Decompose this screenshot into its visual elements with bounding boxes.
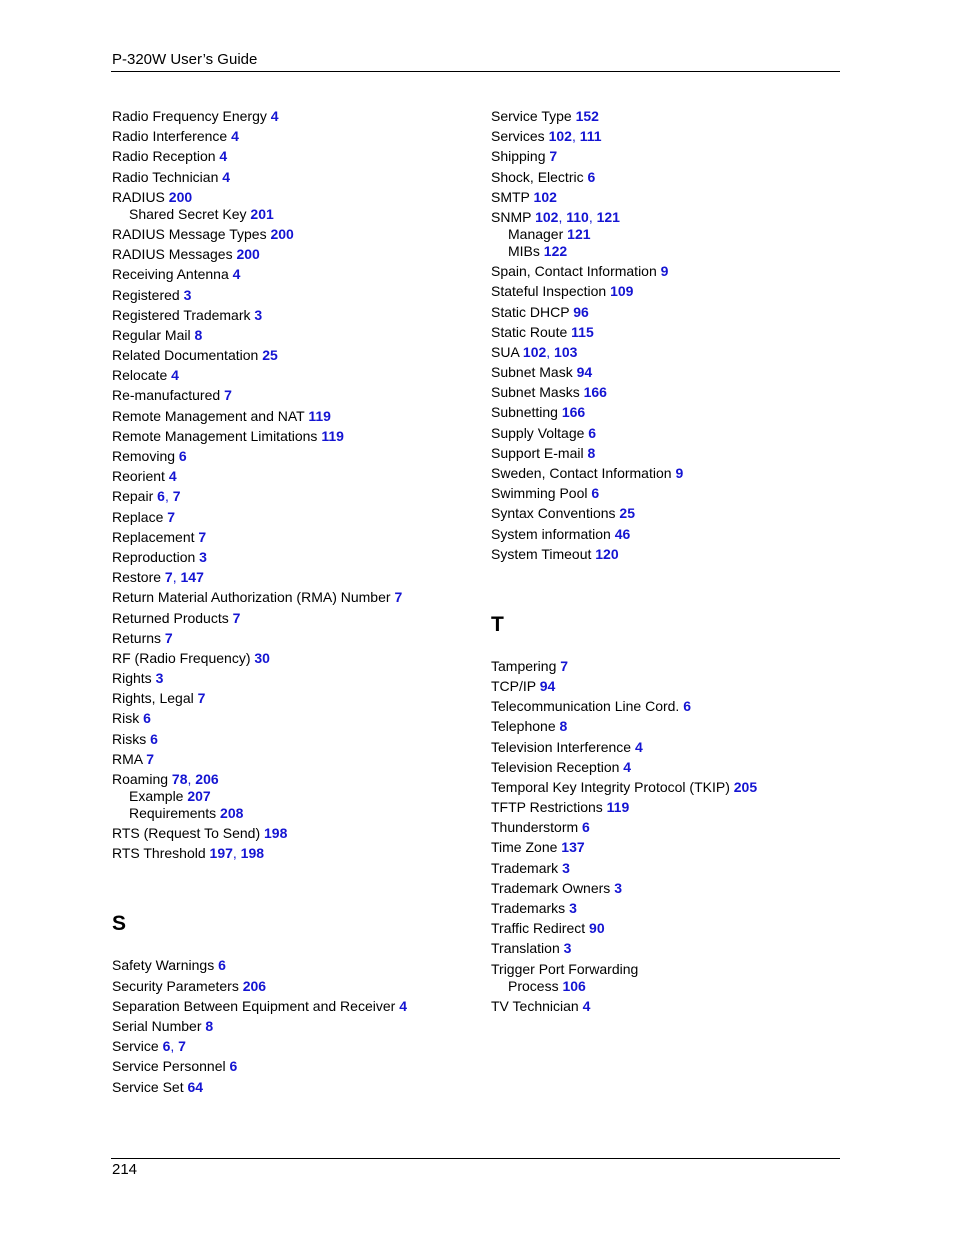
page-link[interactable]: 7: [198, 528, 207, 545]
page-link[interactable]: 6: [587, 168, 596, 185]
page-link[interactable]: 6: [218, 957, 226, 974]
page-link[interactable]: 115: [571, 323, 594, 340]
page-link[interactable]: 7: [167, 508, 176, 525]
page-link[interactable]: 7: [164, 629, 173, 646]
index-term: Trademarks: [491, 900, 566, 916]
index-entry: [112, 824, 482, 842]
index-term: Registered Trademark: [112, 306, 251, 323]
index-term: Regular Mail: [112, 326, 191, 343]
index-entry: [112, 427, 482, 445]
index-entry: [491, 282, 861, 300]
index-term: Trademark Owners: [491, 879, 611, 896]
page-link[interactable]: 4: [222, 168, 231, 185]
index-entry: [112, 127, 482, 145]
page-link[interactable]: 120: [595, 545, 619, 562]
index-term: Stateful Inspection: [491, 283, 607, 300]
index-term: RTS (Request To Send): [112, 825, 261, 842]
index-entry: [491, 899, 861, 917]
index-term: Subnet Masks: [491, 384, 580, 401]
index-term: Support E-mail: [491, 444, 584, 461]
index-entry: [491, 147, 861, 165]
index-entry: [491, 168, 861, 186]
page-link[interactable]: 78: [171, 771, 188, 787]
page-link[interactable]: 110: [566, 208, 589, 225]
index-entry: [112, 844, 482, 862]
page-link[interactable]: 208: [220, 805, 244, 821]
index-term: Service Personnel: [112, 1058, 226, 1075]
page-link[interactable]: 9: [660, 263, 669, 280]
index-term: Shipping: [491, 148, 546, 165]
index-entry: [491, 717, 861, 735]
index-entry: [491, 262, 861, 280]
index-term: Telecommunication Line Cord.: [491, 698, 680, 715]
page-link[interactable]: 4: [219, 148, 228, 165]
index-entry: [491, 444, 861, 462]
index-entry: [112, 147, 482, 165]
page-link[interactable]: 205: [733, 778, 758, 795]
index-term: Services: [491, 128, 545, 145]
page-separator: ,: [558, 208, 567, 225]
page-link[interactable]: 7: [178, 1038, 186, 1055]
index-term: Risks: [112, 730, 147, 747]
index-entry: [112, 286, 482, 304]
index-term: Radio Frequency Energy: [112, 108, 267, 124]
page-link[interactable]: 3: [563, 940, 572, 957]
index-entry: [112, 977, 482, 995]
index-entry: [491, 383, 861, 401]
index-term: Traffic Redirect: [491, 920, 586, 937]
page-link[interactable]: 197: [209, 845, 233, 862]
page-link[interactable]: 111: [579, 128, 602, 145]
page-link[interactable]: 3: [562, 859, 570, 876]
section-letter-heading: T: [491, 612, 504, 636]
page-link[interactable]: 7: [394, 589, 403, 606]
index-entry: [112, 1057, 482, 1075]
index-entry: [491, 919, 861, 937]
page-link[interactable]: 119: [308, 407, 331, 424]
page-link[interactable]: 96: [573, 303, 589, 320]
index-term: System Timeout: [491, 545, 592, 562]
index-entry: [112, 568, 482, 586]
page-link[interactable]: 4: [399, 997, 407, 1014]
page-link[interactable]: 106: [562, 977, 586, 994]
index-entry: [491, 403, 861, 421]
index-entry: [491, 939, 861, 957]
page-link[interactable]: 6: [178, 448, 187, 464]
index-entry: [112, 956, 482, 974]
index-entry: [112, 366, 482, 384]
index-term: SNMP: [491, 208, 532, 225]
page-link[interactable]: 8: [587, 444, 596, 461]
index-term: RADIUS: [112, 188, 165, 205]
index-subterm: Requirements: [129, 805, 217, 821]
index-term: SMTP: [491, 188, 530, 205]
index-column-left: [112, 107, 482, 1098]
index-entry: [112, 467, 482, 485]
index-term: Security Parameters: [112, 977, 239, 994]
index-entry: [112, 588, 482, 606]
page-separator: ,: [170, 1038, 179, 1055]
index-subterm: MIBs: [508, 242, 540, 259]
index-term: Supply Voltage: [491, 424, 585, 441]
index-entry: [491, 363, 861, 381]
page-link[interactable]: 25: [619, 505, 635, 522]
index-subterm: Manager: [508, 225, 564, 242]
page-link[interactable]: 137: [561, 839, 585, 856]
index-term: Return Material Authorization (RMA) Number: [112, 589, 391, 606]
index-entry: [491, 484, 861, 502]
page-link[interactable]: 4: [634, 738, 643, 755]
index-entry: [112, 548, 482, 566]
index-entry: [491, 798, 861, 816]
page-link[interactable]: 8: [559, 718, 568, 735]
index-term: Remote Management Limitations: [112, 427, 318, 444]
index-term: Syntax Conventions: [491, 505, 616, 522]
page-link[interactable]: 147: [180, 569, 204, 586]
index-term: Shock, Electric: [491, 168, 584, 185]
index-term: Trademark: [491, 859, 559, 876]
index-subentry: [491, 226, 861, 243]
running-header-title: P-320W User’s Guide: [112, 51, 258, 68]
index-entry: [491, 657, 861, 675]
index-subentry: [112, 206, 482, 223]
page-link[interactable]: 206: [242, 977, 267, 994]
index-term: TFTP Restrictions: [491, 799, 603, 816]
page-link[interactable]: 7: [146, 750, 155, 767]
page-link[interactable]: 4: [582, 997, 591, 1014]
index-term: RMA: [112, 750, 143, 767]
index-entry: [112, 649, 482, 667]
index-entry: [491, 838, 861, 856]
page-link[interactable]: 4: [168, 468, 177, 485]
page-link[interactable]: 7: [164, 569, 173, 586]
index-entry: [112, 709, 482, 727]
index-subterm: Process: [508, 977, 559, 994]
index-entry: [112, 508, 482, 526]
index-entry: [112, 168, 482, 186]
index-term: Relocate: [112, 367, 168, 384]
index-term: System information: [491, 525, 611, 542]
index-entry: [491, 697, 861, 715]
page-link[interactable]: 94: [576, 364, 593, 381]
index-term: Radio Technician: [112, 168, 219, 185]
page-link[interactable]: 119: [606, 799, 630, 816]
page-link[interactable]: 6: [143, 710, 151, 727]
page-link[interactable]: 8: [205, 1017, 214, 1034]
index-entry: [491, 424, 861, 442]
page-link[interactable]: 90: [589, 920, 605, 937]
page-separator: ,: [187, 771, 196, 787]
page-link[interactable]: 6: [683, 698, 692, 715]
index-subentry: [491, 978, 861, 995]
page-link[interactable]: 166: [561, 404, 586, 421]
page-link[interactable]: 4: [270, 108, 279, 124]
index-term: Rights, Legal: [112, 690, 194, 707]
page-link[interactable]: 201: [250, 205, 274, 222]
page-link[interactable]: 25: [262, 347, 278, 364]
index-term: Television Reception: [491, 758, 620, 775]
page-link[interactable]: 6: [591, 485, 600, 502]
page-link[interactable]: 122: [543, 242, 568, 259]
page-link[interactable]: 6: [150, 730, 158, 747]
page-link[interactable]: 166: [583, 384, 607, 401]
page-link[interactable]: 102: [548, 128, 572, 145]
index-entry: [112, 346, 482, 364]
index-entry: [491, 545, 861, 563]
page-link[interactable]: 4: [231, 128, 239, 145]
page-link[interactable]: 152: [575, 108, 599, 124]
index-term: Rights: [112, 670, 152, 687]
index-entry: [491, 107, 861, 125]
page-link[interactable]: 4: [232, 266, 241, 283]
index-term: RF (Radio Frequency): [112, 649, 251, 666]
index-term: Removing: [112, 448, 176, 464]
index-term: Static DHCP: [491, 303, 570, 320]
index-term: Service: [112, 1038, 159, 1055]
index-term: Replace: [112, 508, 164, 525]
page-link[interactable]: 7: [232, 609, 241, 626]
index-term: Telephone: [491, 718, 556, 735]
page-link[interactable]: 3: [614, 879, 622, 896]
index-term: Radio Interference: [112, 128, 228, 145]
index-term: Static Route: [491, 323, 568, 340]
index-term: Replacement: [112, 528, 195, 545]
index-entry: [491, 758, 861, 776]
index-entry: [112, 447, 482, 465]
page-link[interactable]: 94: [539, 677, 556, 694]
index-entry: [112, 669, 482, 687]
page-link[interactable]: 3: [155, 670, 164, 687]
index-term: Serial Number: [112, 1017, 202, 1034]
index-term: Separation Between Equipment and Receiver: [112, 997, 396, 1014]
page-separator: ,: [164, 488, 173, 505]
index-entry: [112, 407, 482, 425]
page-link[interactable]: 103: [554, 343, 578, 360]
index-column-right: [491, 107, 861, 1017]
index-entry: [112, 306, 482, 324]
page-link[interactable]: 121: [596, 208, 620, 225]
page-link[interactable]: 200: [236, 246, 260, 263]
index-entry: [491, 997, 861, 1015]
index-entry: [491, 677, 861, 695]
index-term: Thunderstorm: [491, 819, 579, 836]
index-subentry: [491, 243, 861, 260]
page-link[interactable]: 109: [610, 283, 634, 300]
index-entry: [491, 778, 861, 796]
index-term: Returned Products: [112, 609, 229, 626]
index-term: Re-manufactured: [112, 387, 221, 404]
footer-rule: [111, 1158, 840, 1159]
page-separator: ,: [172, 569, 181, 586]
index-term: Service Set: [112, 1078, 184, 1095]
page-link[interactable]: 7: [549, 148, 558, 165]
index-entry: [491, 188, 861, 206]
page-link[interactable]: 3: [569, 900, 577, 916]
index-term: Restore: [112, 569, 162, 586]
page-link[interactable]: 9: [675, 465, 684, 481]
index-entry: [112, 750, 482, 768]
index-term: SUA: [491, 343, 520, 360]
index-term: Reproduction: [112, 548, 196, 565]
index-subterm: Shared Secret Key: [129, 205, 247, 222]
page-link[interactable]: 6: [162, 1038, 171, 1055]
index-term: Returns: [112, 629, 162, 646]
index-entry: [491, 303, 861, 321]
page-link[interactable]: 200: [270, 225, 294, 242]
index-term: Registered: [112, 286, 180, 303]
index-term: Swimming Pool: [491, 485, 588, 502]
index-entry: [112, 225, 482, 243]
page-link[interactable]: 206: [195, 771, 219, 787]
index-term: Television Interference: [491, 738, 632, 755]
index-entry: [491, 504, 861, 522]
index-term: Reorient: [112, 468, 165, 485]
page-link[interactable]: 4: [171, 367, 179, 384]
page-link[interactable]: 7: [197, 690, 206, 707]
index-entry: [112, 528, 482, 546]
page-number: 214: [112, 1161, 138, 1178]
index-entry: [491, 208, 861, 260]
index-entry: [491, 738, 861, 756]
index-subentry: [112, 788, 482, 805]
index-term: Subnetting: [491, 404, 558, 421]
page-link[interactable]: 8: [194, 326, 203, 343]
page-link[interactable]: 198: [240, 845, 265, 862]
index-term: RADIUS Message Types: [112, 225, 267, 242]
page-link[interactable]: 64: [187, 1078, 204, 1095]
index-term: Receiving Antenna: [112, 266, 229, 283]
index-term: Tampering: [491, 657, 557, 674]
index-term: Translation: [491, 940, 560, 957]
index-term: Risk: [112, 710, 140, 727]
section-letter-heading: S: [112, 912, 127, 936]
index-entry: [491, 343, 861, 361]
index-term: Repair: [112, 488, 154, 505]
page-link[interactable]: 119: [321, 427, 344, 444]
page-link[interactable]: 6: [229, 1058, 238, 1075]
page-link[interactable]: 3: [254, 306, 263, 323]
page-link[interactable]: 3: [199, 548, 207, 565]
index-entry: [112, 107, 482, 125]
index-term: Roaming: [112, 771, 169, 787]
page-link[interactable]: 207: [187, 788, 211, 804]
page-link[interactable]: 102: [533, 188, 557, 205]
index-entry: [112, 386, 482, 404]
index-subterm: Example: [129, 788, 184, 804]
page-link[interactable]: 6: [157, 488, 165, 505]
index-entry: [112, 730, 482, 748]
index-term: Subnet Mask: [491, 364, 573, 381]
page-link[interactable]: 4: [623, 758, 632, 775]
page-link[interactable]: 7: [224, 387, 232, 404]
header-rule: [111, 71, 840, 72]
page-link[interactable]: 7: [560, 657, 569, 674]
page-link[interactable]: 46: [614, 525, 631, 542]
index-term: Safety Warnings: [112, 957, 215, 974]
index-entry: [112, 609, 482, 627]
index-term: Remote Management and NAT: [112, 407, 305, 424]
index-entry: [112, 188, 482, 223]
index-term: Sweden, Contact Information: [491, 465, 672, 481]
index-entry: [112, 245, 482, 263]
index-entry: [112, 265, 482, 283]
index-term: Related Documentation: [112, 347, 259, 364]
index-term: Time Zone: [491, 839, 558, 856]
page-separator: ,: [546, 343, 555, 360]
index-entry: [491, 960, 861, 995]
page-separator: ,: [588, 208, 597, 225]
index-term: TV Technician: [491, 997, 579, 1014]
index-entry: [112, 770, 482, 822]
index-subentry: [112, 805, 482, 822]
index-entry: [491, 323, 861, 341]
index-term: TCP/IP: [491, 677, 536, 694]
index-entry: [491, 525, 861, 543]
index-term: RTS Threshold: [112, 845, 206, 862]
index-entry: [112, 1037, 482, 1055]
page-link[interactable]: 30: [254, 649, 270, 666]
page-link[interactable]: 6: [582, 819, 590, 836]
index-entry: [112, 1078, 482, 1096]
page-link[interactable]: 198: [264, 825, 288, 842]
index-term: Temporal Key Integrity Protocol (TKIP): [491, 778, 730, 795]
page-link[interactable]: 7: [172, 488, 181, 505]
page-link[interactable]: 200: [168, 188, 193, 205]
index-term: Service Type: [491, 108, 572, 124]
page-separator: ,: [232, 845, 241, 862]
index-term: RADIUS Messages: [112, 246, 233, 263]
index-term: Spain, Contact Information: [491, 263, 657, 280]
page-link[interactable]: 121: [567, 225, 591, 242]
index-entry: [112, 1017, 482, 1035]
page-link[interactable]: 6: [588, 424, 597, 441]
index-entry: [491, 464, 861, 482]
page-link[interactable]: 102: [535, 208, 559, 225]
index-entry: [491, 818, 861, 836]
index-entry: [112, 487, 482, 505]
index-entry: [491, 127, 861, 145]
index-term: Radio Reception: [112, 148, 216, 165]
index-entry: [491, 859, 861, 877]
index-entry: [491, 879, 861, 897]
index-entry: [112, 997, 482, 1015]
index-entry: [112, 689, 482, 707]
page-separator: ,: [571, 128, 580, 145]
index-entry: [112, 629, 482, 647]
index-term: Trigger Port Forwarding: [491, 960, 639, 977]
index-entry: [112, 326, 482, 344]
page-link[interactable]: 3: [183, 286, 192, 303]
page-link[interactable]: 102: [522, 343, 547, 360]
